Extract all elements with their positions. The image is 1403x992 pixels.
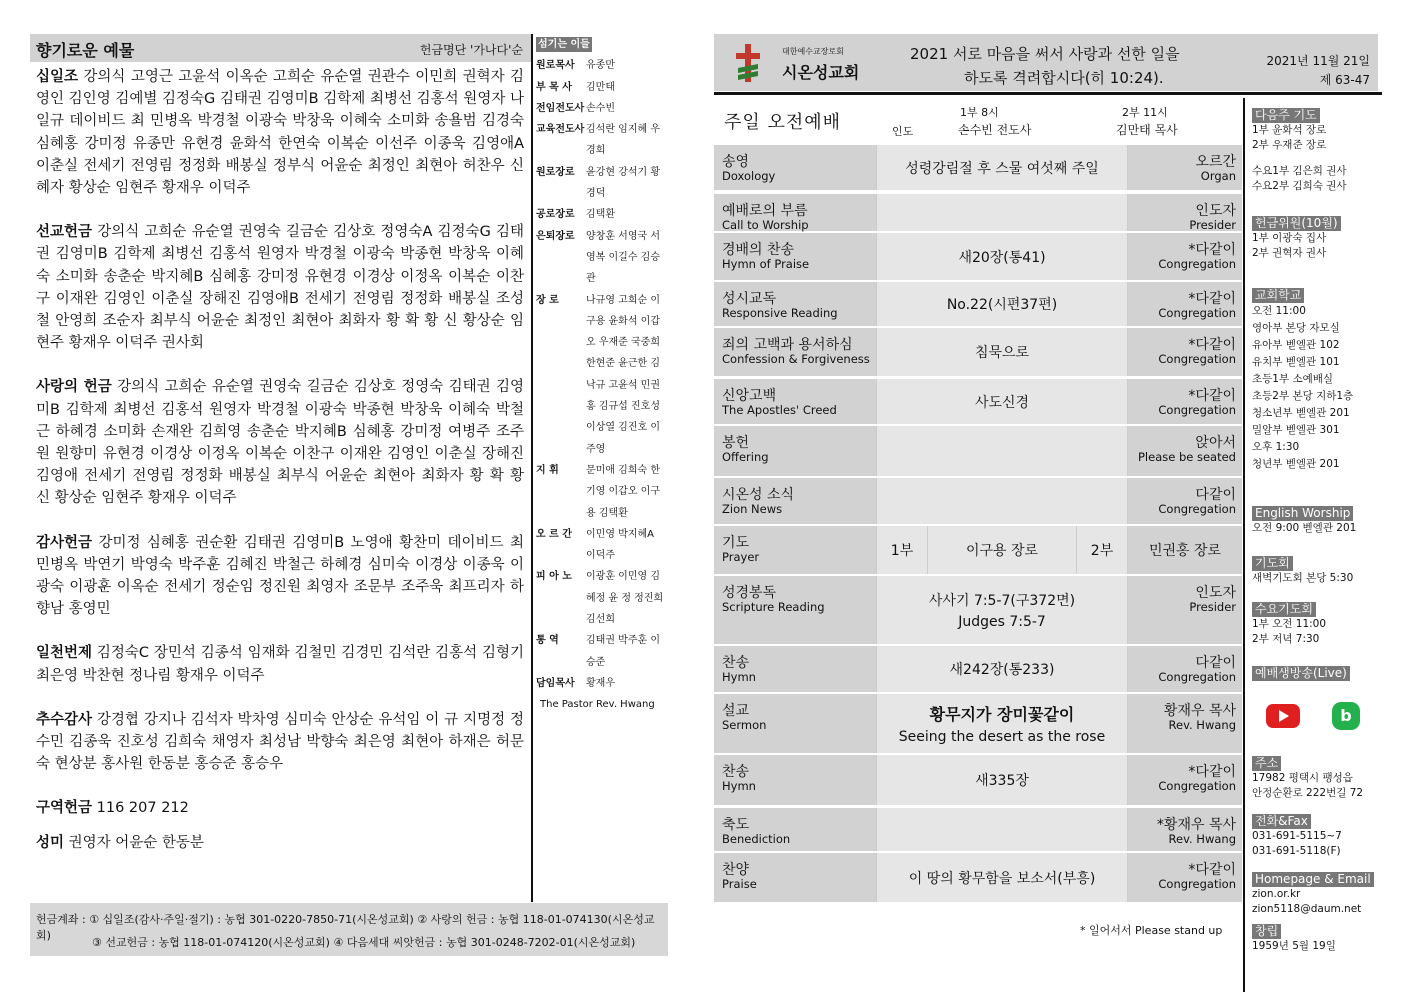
worship-detail (877, 478, 1127, 524)
staff-role: 교육전도사 (536, 124, 585, 136)
worship-row (714, 194, 1242, 231)
worship-leader (1128, 379, 1242, 424)
staff-names: 김만태 (586, 81, 615, 93)
english-worship-block (1252, 502, 1376, 536)
sidebar (1246, 98, 1376, 992)
staff-names: 윤강현 강석기 황경덕 (586, 166, 660, 200)
staff-role: 부 목 사 (536, 81, 572, 93)
leader-korean: *다같이 (1188, 337, 1236, 353)
staff-row (536, 98, 664, 119)
staff-role: 원로장로 (536, 166, 575, 178)
worship-row (714, 526, 1242, 574)
english-worship-lines (1252, 521, 1376, 536)
offering-header (30, 34, 531, 62)
band-icon[interactable]: b (1332, 702, 1360, 730)
worship-leader (1128, 328, 1242, 376)
worship-leader (1128, 694, 1242, 753)
sidebar-line: 청소년부 벧엘관 201 (1252, 407, 1350, 419)
sidebar-line: 1부 윤화석 장로 (1252, 124, 1327, 136)
bank-account-footer (30, 903, 668, 956)
worship-detail (877, 233, 1127, 280)
worship-detail (877, 145, 1127, 190)
staff-names: The Pastor Rev. Hwang (540, 699, 655, 711)
item-english: Sermon (722, 718, 767, 732)
worship-row (714, 426, 1242, 476)
theme-line-2: 하도록 격려합시다(히 10:24). (964, 69, 1164, 87)
leader-korean: 다같이 (1195, 655, 1236, 671)
staff-role: 지 휘 (536, 464, 559, 476)
leader-english: Presider (1189, 218, 1236, 232)
staff-role: 공로장로 (536, 209, 575, 221)
worship-item (714, 145, 876, 190)
worship-row (714, 808, 1242, 851)
leader-english: Congregation (1158, 877, 1236, 891)
detail-sub: Judges 7:5-7 (958, 614, 1046, 630)
staff-role: 원로목사 (536, 60, 575, 72)
detail-main: 사도신경 (974, 394, 1030, 411)
wednesday-prayer-label: 수요기도회 (1252, 602, 1316, 617)
worship-detail (877, 282, 1127, 326)
leader-korean: 오르간 (1195, 154, 1236, 170)
sidebar-line: zion.or.kr (1252, 888, 1301, 900)
worship-detail (877, 646, 1127, 692)
worship-row (714, 478, 1242, 524)
staff-names: 문미애 김희숙 한기영 이갑오 이구용 김택환 (586, 464, 660, 519)
staff-column (536, 34, 664, 716)
address-label: 주소 (1252, 756, 1281, 771)
item-korean: 송영 (722, 154, 750, 170)
issue-number: 제 63-47 (1319, 73, 1370, 87)
prayer-meeting-block (1252, 552, 1376, 586)
standup-note: * 일어서서 Please stand up (1080, 924, 1223, 937)
item-korean: 설교 (722, 703, 750, 719)
sidebar-line: 17982 평택시 팽성읍 (1252, 772, 1353, 784)
staff-role: 통 역 (536, 635, 559, 647)
item-korean: 찬양 (722, 862, 750, 878)
header-rule (714, 92, 1382, 95)
worship-row (714, 282, 1242, 326)
detail-main: 새20장(통41) (958, 249, 1046, 266)
staff-names: 유종만 (586, 60, 615, 72)
item-korean: 봉헌 (722, 435, 750, 451)
sidebar-line: 1부 이광숙 집사 (1252, 232, 1327, 244)
live-label: 예배생방송(Live) (1252, 666, 1350, 681)
worship-detail (877, 194, 1127, 231)
worship-item (714, 478, 876, 524)
staff-names: 이광훈 이민영 김혜정 윤 정 정진희 김선희 (586, 571, 664, 626)
offering-section (36, 797, 524, 819)
item-english: The Apostles' Creed (722, 403, 837, 417)
sidebar-line: 밀알부 벧엘관 301 (1252, 424, 1340, 436)
worship-item (714, 379, 876, 424)
first-service-time: 1부 8시 (960, 106, 999, 119)
prayer-meeting-lines (1252, 571, 1376, 586)
item-korean: 성경봉독 (722, 585, 777, 601)
staff-names: 손수빈 (586, 102, 615, 114)
offering-label: 감사헌금 (36, 534, 93, 551)
leader-korean: 인도자 (1195, 203, 1236, 219)
leader-english: Congregation (1158, 502, 1236, 516)
phone-block (1252, 810, 1376, 859)
worship-leader (1128, 576, 1242, 644)
worship-row (714, 853, 1242, 902)
worship-detail (877, 755, 1127, 805)
staff-row (536, 524, 664, 567)
offering-names: 강의식 고희순 유순열 권영숙 길금순 김상호 정영숙 김태권 김영미B 김학제 최병선 김홍석 원영자 박경철 이광숙 박종현 박창욱 이혜숙 박철근 하혜경 소미화 손재완 김희영 송춘순 박지혜B 심혜홍 강미정 여병주 조주원 원향미 유현경 이경상 이정옥 이복순 이찬구 이재완 김영인 이춘실 장해진 김영애 전세기 전영림 정정화 배봉실 최부식 어윤순 최현아 최화자 황 확 황 신 황상순 임현주 황재우 이덕주 (36, 379, 524, 507)
sidebar-line: 2부 우재준 장로 (1252, 139, 1327, 151)
worship-item (714, 646, 876, 692)
offering-committee-block (1252, 212, 1376, 261)
church-school-lines (1252, 303, 1376, 473)
church-school-block (1252, 284, 1376, 473)
offering-names: 강의식 고영근 고윤석 이옥순 고희순 유순열 권관수 이민희 권혁자 김영인 김인영 김예별 김정숙G 김태권 김영미B 김학제 최병선 김홍석 원영자 나일규 데이비드 최 민병옥 박경철 이광숙 박창욱 이혜숙 소미화 송욜범 김경숙 심혜홍 강미정 유종만 유현경 윤화석 한연숙 이복순 이선주 이종욱 김영애A 이춘실 전세기 전영림 정정화 배봉실 정부식 어윤순 최정인 최현아 허찬우 신혜자 황상순 임현주 황재우 이덕주 (36, 69, 525, 197)
staff-names: 이민영 박지혜A 이덕주 (586, 528, 654, 562)
sidebar-line: 영아부 본당 자모실 (1252, 322, 1340, 334)
offering-section (36, 709, 524, 776)
leader-english: Rev. Hwang (1168, 718, 1236, 732)
sidebar-line: 오후 1:30 (1252, 441, 1300, 453)
sidebar-line: 청년부 벧엘관 201 (1252, 458, 1340, 470)
web-block (1252, 868, 1376, 917)
offering-committee-label: 헌금위원(10월) (1252, 216, 1341, 231)
leader-english: Congregation (1158, 306, 1236, 320)
worship-item (714, 233, 876, 280)
item-english: Confession & Forgiveness (722, 352, 870, 366)
service-title: 주일 오전예배 (724, 112, 842, 133)
item-korean: 축도 (722, 817, 750, 833)
staff-names: 나규영 고희순 이구용 윤화석 이갑오 우재준 국중희 한현준 윤근한 김낙규 고윤석 민권홍 김규섭 진호성 이상열 김진호 이주영 (586, 294, 660, 455)
bulletin-header (714, 34, 1378, 91)
phone-label: 전화&Fax (1252, 814, 1311, 829)
detail-main: 성령강림절 후 스물 여섯째 주일 (905, 160, 1099, 177)
leader-english: Please be seated (1137, 450, 1236, 464)
address-lines (1252, 771, 1376, 801)
item-english: Call to Worship (722, 218, 809, 232)
detail-main: 이 땅의 황무함을 보소서(부흥) (908, 870, 1096, 887)
worship-item (714, 694, 876, 753)
worship-item (714, 282, 876, 326)
worship-detail (877, 853, 1127, 902)
account-line-1: 헌금계좌 : ① 십일조(감사·주일·절기) : 농협 301-0220-7850-71(시온성교회) ② 사랑의 헌금 : 농협 118-01-074130(시온성교회) (36, 913, 655, 942)
worship-row (714, 328, 1242, 376)
leader-english: Congregation (1158, 403, 1236, 417)
staff-role: 장 로 (536, 294, 559, 306)
worship-leader (1128, 282, 1242, 326)
offering-label: 십일조 (36, 69, 79, 85)
next-prayer-label: 다음주 기도 (1252, 108, 1320, 123)
staff-names: 양창훈 서영국 서영복 이길수 김승관 (586, 230, 660, 285)
leader-korean: 인도자 (1195, 585, 1236, 601)
next-prayer-block (1252, 104, 1376, 194)
worship-row (714, 694, 1242, 753)
church-school-label: 교회학교 (1252, 288, 1304, 303)
founded-lines (1252, 939, 1376, 954)
sidebar-line: 초등2부 본당 지하1층 (1252, 390, 1354, 402)
staff-row (536, 55, 664, 76)
leader-korean: *다같이 (1188, 242, 1236, 258)
leader-english: Organ (1200, 169, 1236, 183)
staff-row (536, 673, 664, 694)
sidebar-divider (1243, 98, 1245, 992)
worship-item (714, 328, 876, 376)
detail-sub: Seeing the desert as the rose (898, 729, 1106, 745)
worship-leader (1128, 194, 1242, 231)
web-label: Homepage & Email (1252, 872, 1374, 887)
item-english: Praise (722, 877, 757, 891)
offering-names: 강미정 심혜홍 권순환 김태권 김영미B 노영애 황찬미 데이비드 최 민병옥 박연기 박영숙 박주훈 김혜진 박철근 하혜경 심미숙 이경상 이종욱 이광숙 이광훈 이옥순 전세기 정순임 정진원 최영자 조문부 조주욱 최프리자 하향남 홍영민 (36, 534, 524, 618)
item-english: Hymn of Praise (722, 257, 810, 271)
sidebar-line: 수요1부 김은희 권사 (1252, 164, 1347, 177)
item-korean: 경배의 찬송 (722, 242, 795, 258)
leader-korean: 다같이 (1195, 487, 1236, 503)
worship-item (714, 194, 876, 231)
offering-names: 116 207 212 (96, 800, 189, 817)
staff-role: 전임전도사 (536, 102, 585, 114)
offering-section (36, 642, 524, 686)
worship-leader (1128, 853, 1242, 902)
item-english: Doxology (722, 169, 776, 183)
worship-item (714, 526, 876, 574)
staff-row (536, 162, 664, 205)
sidebar-line: 안정순환로 222번길 72 (1252, 787, 1364, 799)
item-english: Benediction (722, 832, 791, 846)
prayer-second-text: 민권홍 장로 (1148, 543, 1222, 559)
worship-detail (877, 379, 1127, 424)
item-english: Hymn (722, 779, 756, 793)
offering-names: 권영자 어윤순 한동분 (68, 834, 204, 851)
offering-title: 향기로운 예물 (36, 41, 135, 60)
staff-names: 김택환 (586, 209, 615, 221)
staff-role: 피 아 노 (536, 571, 572, 583)
detail-main: 침묵으로 (974, 345, 1030, 361)
item-english: Hymn (722, 670, 756, 684)
leader-korean: 황재우 목사 (1163, 703, 1236, 719)
detail-main: 황무지가 장미꽃같이 (929, 705, 1075, 724)
lead-label: 인도 (892, 125, 914, 138)
prayer-second-label: 2부 (1077, 526, 1127, 574)
detail-main: 새335장 (975, 773, 1029, 789)
sidebar-line: 1959년 5월 19일 (1252, 940, 1336, 952)
sidebar-line: 새벽기도회 본당 5:30 (1252, 572, 1354, 584)
next-prayer-lines (1252, 123, 1376, 194)
offering-names: 강경협 강지나 김석자 박차영 심미숙 안상순 유석임 이 규 지명정 정수민 김종욱 진호성 김희숙 채영자 최성남 박향숙 최은영 최현아 하재은 허문숙 현상분 홍사원 한동분 홍승준 홍승우 (36, 711, 524, 773)
worship-detail (877, 576, 1127, 644)
staff-row (536, 630, 664, 673)
staff-row (536, 226, 664, 290)
staff-row (536, 119, 664, 162)
staff-row (536, 77, 664, 98)
detail-main: 새242장(통233) (949, 662, 1055, 678)
item-english: Offering (722, 450, 769, 464)
wednesday-prayer-block (1252, 598, 1376, 647)
leader-korean: *다같이 (1188, 862, 1236, 878)
staff-names: 황재우 (586, 677, 615, 689)
item-english: Responsive Reading (722, 306, 838, 320)
staff-row (536, 204, 664, 225)
offering-section (36, 66, 524, 199)
worship-row (714, 576, 1242, 644)
worship-leader (1128, 646, 1242, 692)
staff-row (536, 566, 664, 630)
staff-role: 오 르 간 (536, 528, 572, 540)
staff-title: 섬기는 이들 (538, 39, 590, 50)
order-note: 헌금명단 '가나다'순 (419, 43, 523, 57)
worship-row (714, 379, 1242, 424)
prayer-first-name: 이구용 장로 (928, 526, 1076, 574)
item-korean: 성시교독 (722, 291, 777, 307)
worship-leader (1128, 478, 1242, 524)
item-english: Scripture Reading (722, 600, 825, 614)
phone-lines (1252, 829, 1376, 859)
live-block (1252, 662, 1376, 681)
offering-section (36, 532, 524, 621)
offering-section (36, 832, 524, 854)
worship-detail (877, 694, 1127, 753)
web-lines (1252, 887, 1376, 917)
worship-row (714, 755, 1242, 805)
sidebar-line: 2부 권혁자 권사 (1252, 247, 1327, 259)
sidebar-line: 2부 저녁 7:30 (1252, 633, 1320, 645)
leader-english: Congregation (1158, 670, 1236, 684)
founded-label: 창립 (1252, 924, 1281, 939)
worship-row (714, 646, 1242, 692)
address-block (1252, 752, 1376, 801)
worship-leader (1128, 426, 1242, 476)
second-service-time: 2부 11시 (1122, 106, 1168, 119)
offering-names: 강의식 고희순 유순열 권영숙 길금순 김상호 정영숙A 김정숙G 김태권 김영미B 김학제 최병선 김홍석 원영자 박경철 이광숙 박종현 박창욱 이혜숙 소미화 송춘순 박지혜B 심혜홍 강미정 유현경 이경상 이정옥 이복순 이찬구 이재완 김영인 이춘실 장해진 김영애B 전세기 전영림 정정화 배봉실 조성철 안영희 조순자 최부식 어윤순 최정인 최현아 최화자 황 확 황 신 황상순 임현주 황재우 이덕주 권사회 (36, 224, 524, 352)
bulletin-date: 2021년 11월 21일 (1266, 54, 1370, 68)
detail-main: No.22(시편37편) (946, 297, 1058, 313)
offering-label: 추수감사 (36, 711, 93, 728)
leader-english: Rev. Hwang (1168, 832, 1236, 846)
leader-korean: *황재우 목사 (1156, 817, 1236, 833)
worship-item (714, 576, 876, 644)
worship-item (714, 426, 876, 476)
worship-leader (1128, 808, 1242, 851)
sidebar-line: 유치부 벧엘관 101 (1252, 356, 1340, 368)
second-leader: 김만태 목사 (1116, 123, 1178, 137)
worship-item (714, 853, 876, 902)
sidebar-line: 031-691-5118(F) (1252, 845, 1341, 857)
wednesday-prayer-lines (1252, 617, 1376, 647)
sidebar-line: 수요2부 김희숙 권사 (1252, 179, 1347, 192)
church-logo-icon (736, 44, 760, 82)
youtube-icon[interactable] (1266, 704, 1300, 728)
leader-english: Congregation (1158, 352, 1236, 366)
column-divider (531, 34, 533, 902)
item-korean: 예배로의 부름 (722, 203, 808, 219)
item-korean: 찬송 (722, 655, 750, 671)
item-english: Prayer (722, 550, 760, 564)
leader-korean: *다같이 (1188, 291, 1236, 307)
denomination: 대한예수교장로회 (782, 47, 844, 56)
sidebar-line: 초등1부 소예배실 (1252, 373, 1334, 385)
item-korean: 죄의 고백과 용서하심 (722, 337, 853, 353)
offering-committee-lines (1252, 231, 1376, 261)
offering-list (36, 66, 524, 876)
worship-leader (1128, 145, 1242, 190)
worship-detail (877, 426, 1127, 476)
staff-names: 김석란 임지혜 우경희 (586, 124, 660, 157)
church-name: 시온성교회 (782, 63, 860, 82)
offering-label: 일천번제 (36, 645, 93, 662)
leader-korean: 앉아서 (1195, 435, 1236, 451)
sidebar-line: 오전 11:00 (1252, 305, 1306, 317)
offering-label: 사랑의 헌금 (36, 379, 112, 396)
leader-english: Congregation (1158, 257, 1236, 271)
item-korean: 신앙고백 (722, 388, 777, 404)
offering-names: 김정숙C 장민석 김종석 임재화 김철민 김경민 김석란 김홍석 김형기 최은영 박찬현 정나림 황재우 이덕주 (36, 645, 525, 684)
detail-main: 사사기 7:5-7(구372면) (928, 593, 1076, 609)
service-header (714, 98, 1242, 144)
offering-label: 성미 (36, 834, 65, 851)
theme-line-1: 2021 서로 마음을 써서 사랑과 선한 일을 (910, 45, 1180, 63)
sidebar-line: zion5118@daum.net (1252, 903, 1362, 915)
sidebar-line (1252, 153, 1376, 164)
staff-role: 담임목사 (536, 677, 575, 689)
worship-row (714, 145, 1242, 190)
staff-row (536, 290, 664, 460)
worship-leader (1128, 233, 1242, 280)
staff-rows (536, 55, 664, 715)
leader-english: Presider (1189, 600, 1236, 614)
leader-english: Congregation (1158, 779, 1236, 793)
worship-item (714, 808, 876, 851)
item-korean: 기도 (722, 535, 750, 551)
leader-korean: *다같이 (1188, 764, 1236, 780)
staff-role: 은퇴장로 (536, 230, 575, 242)
worship-detail (877, 808, 1127, 851)
prayer-second-name (1128, 526, 1242, 574)
staff-row (536, 460, 664, 524)
first-leader: 손수빈 전도사 (958, 123, 1032, 137)
item-english: Zion News (722, 502, 783, 516)
worship-leader (1128, 755, 1242, 805)
staff-row (536, 694, 664, 715)
worship-item (714, 755, 876, 805)
prayer-first-label: 1부 (877, 526, 927, 574)
founded-block (1252, 920, 1376, 954)
offering-section (36, 221, 524, 354)
account-line-2: ③ 선교헌금 : 농협 118-01-074120(시온성교회) ④ 다음세대 씨앗헌금 : 농협 301-0248-7202-01(시온성교회) (92, 936, 636, 949)
offering-section (36, 376, 524, 509)
prayer-meeting-label: 기도회 (1252, 556, 1293, 571)
worship-detail (877, 328, 1127, 376)
offering-label: 선교헌금 (36, 224, 93, 241)
english-worship-label: English Worship (1252, 506, 1353, 521)
leader-korean: *다같이 (1188, 388, 1236, 404)
staff-names: 김태권 박주훈 이승준 (586, 635, 660, 668)
sidebar-line: 오전 9:00 벧엘관 201 (1252, 522, 1357, 534)
sidebar-line: 유아부 벧엘관 102 (1252, 339, 1340, 351)
offering-label: 구역헌금 (36, 800, 93, 817)
item-korean: 시온성 소식 (722, 487, 795, 503)
sidebar-line: 1부 오전 11:00 (1252, 618, 1327, 630)
sidebar-line: 031-691-5115~7 (1252, 830, 1342, 842)
worship-row (714, 233, 1242, 280)
item-korean: 찬송 (722, 764, 750, 780)
